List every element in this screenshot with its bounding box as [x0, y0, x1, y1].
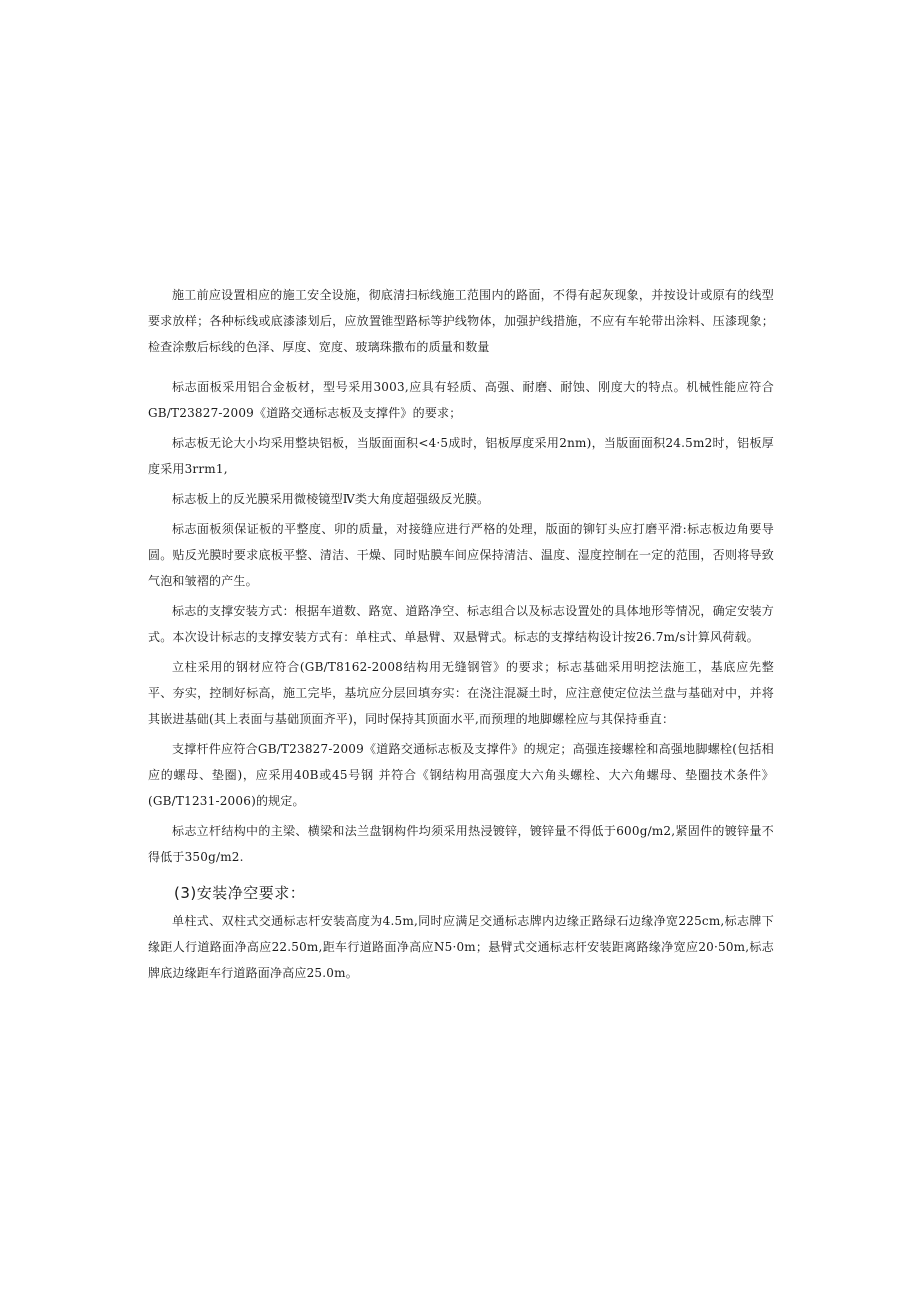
document-body [148, 282, 774, 986]
paragraph-clearance-requirements: 单柱式、双柱式交通标志杆安装高度为4.5m,同时应满足交通标志牌内边缘正路绿石边缘净宽225cm,标志牌下缘距人行道路面净高应22.50m,距车行道路面净高应N5·0m；悬臂式交通标志杆安装距离路缘净宽应20·50m,标志牌底边缘距车行道路面净高应25.0m。 [148, 914, 774, 980]
paragraph-support-members: 支撑杆件应符合GB/T23827-2009《道路交通标志板及支撑件》的规定；高强连接螺栓和高强地脚螺栓(包括相应的螺母、垫圈)，应采用40B或45号钢 并符合《钢结构用高强度大六角头螺栓、大六角螺母、垫圈技术条件》(GB/T1231-2006)的规定。 [148, 742, 774, 808]
paragraph-reflective-film: 标志板上的反光膜采用微棱镜型Ⅳ类大角度超强级反光膜。 [172, 492, 490, 506]
paragraph-aluminum-thickness: 标志板无论大小均采用整块铝板，当版面面积<4·5成时，铝板厚度采用2nm)，当版面面积24.5m2时，铝板厚度采用3rrm1, [148, 436, 774, 476]
section-heading-clearance: (3)安装净空要求： [174, 884, 306, 902]
paragraph-galvanizing: 标志立杆结构中的主梁、横梁和法兰盘钢构件均须采用热浸镀锌，镀锌量不得低于600g∕m2,紧固件的镀锌量不得低于350g∕m2. [148, 824, 774, 864]
paragraph-support-installation: 标志的支撑安装方式：根据车道数、路宽、道路净空、标志组合以及标志设置处的具体地形等情况，确定安装方式。本次设计标志的支撑安装方式有：单柱式、单悬臂、双悬臂式。标志的支撑结构设计按26.7m/s计算风荷载。 [148, 604, 774, 644]
paragraph-panel-flatness: 标志面板须保证板的平整度、卯的质量，对接缝应进行严格的处理，版面的铆钉头应打磨平滑:标志板边角要导圆。贴反光膜时要求底板平整、清洁、干燥、同时贴膜车间应保持清洁、温度、湿度控制在一定的范围，否则将导致气泡和皱褶的产生。 [148, 522, 774, 588]
paragraph-sign-panel-material: 标志面板采用铝合金板材，型号采用3003,应具有轻质、高强、耐磨、耐蚀、刚度大的特点。机械性能应符合GB/T23827-2009《道路交通标志板及支撑件》的要求； [148, 380, 774, 420]
paragraph-column-steel: 立柱采用的钢材应符合(GB/T8162-2008结构用无缝钢管》的要求；标志基础采用明挖法施工，基底应先整平、夯实，控制好标高，施工完毕，基坑应分层回填夯实：在浇注混凝土时，应注意使定位法兰盘与基础对中，并将其嵌进基础(其上表面与基础顶面齐平)，同时保持其顶面水平,而预理的地脚螺栓应与其保持垂直： [148, 660, 774, 726]
paragraph-marking-construction: 施工前应设置相应的施工安全设施，彻底清扫标线施工范围内的路面，不得有起灰现象，并按设计或原有的线型要求放样；各种标线或底漆漆划后，应放置锥型路标等护线物体，加强护线措施，不应有车轮带出涂料、压漆现象；检查涂敷后标线的色泽、厚度、宽度、玻璃珠撒布的质量和数量 [148, 288, 774, 354]
